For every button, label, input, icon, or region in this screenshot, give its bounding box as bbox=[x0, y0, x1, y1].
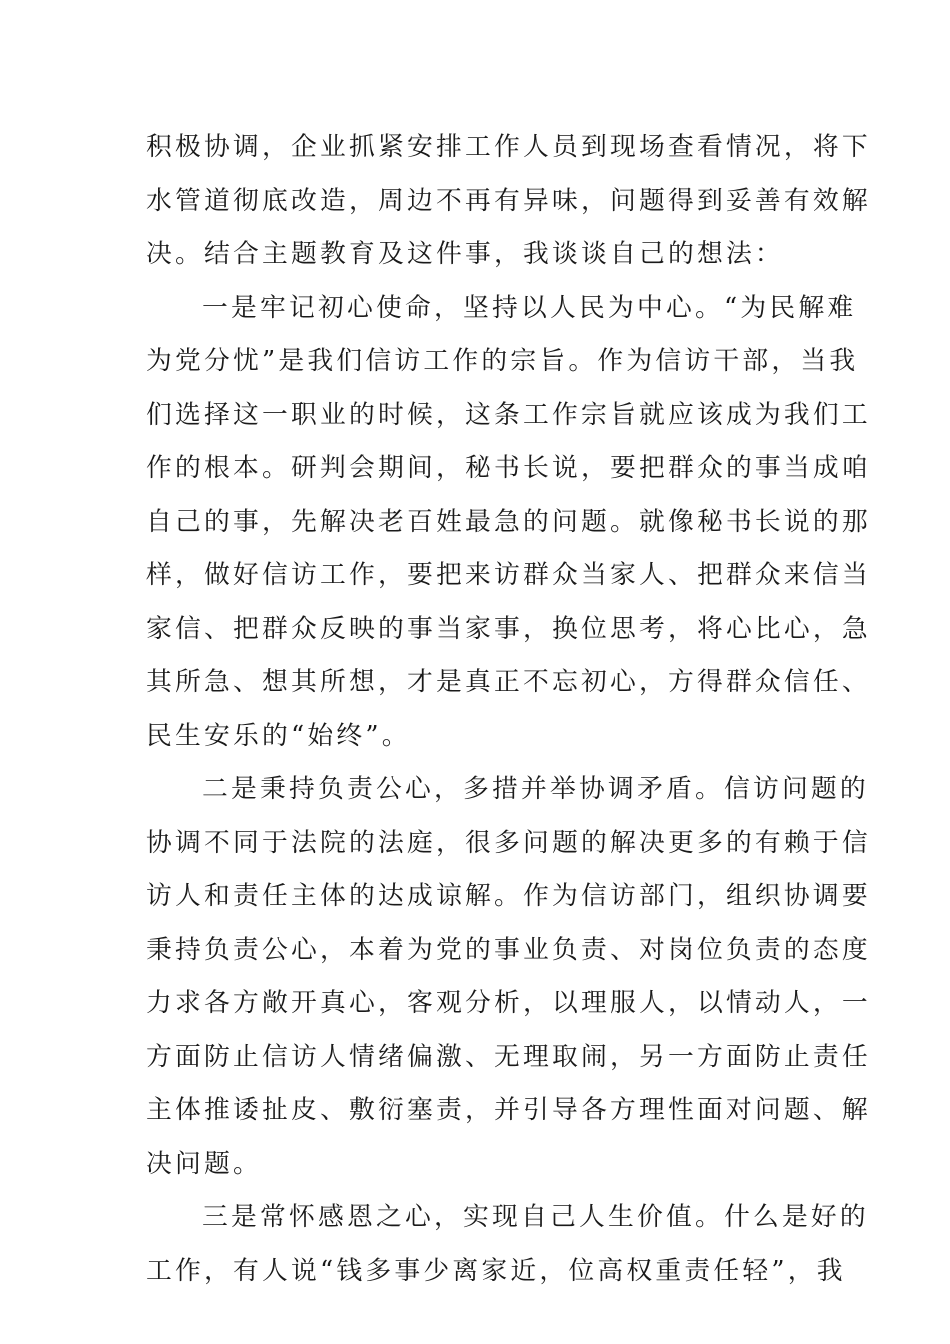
text-line: 们选择这一职业的时候，这条工作宗旨就应该成为我们工 bbox=[146, 399, 871, 430]
text-line: 自己的事，先解决老百姓最急的问题。就像秘书长说的那 bbox=[146, 506, 871, 537]
text-line: 决问题。 bbox=[146, 1148, 262, 1179]
paragraph-heading-line: 一是牢记初心使命，坚持以人民为中心。“为民解难 bbox=[202, 292, 857, 323]
text-line: 民生安乐的“始终”。 bbox=[146, 720, 411, 751]
text-line: 水管道彻底改造，周边不再有异味，问题得到妥善有效解 bbox=[146, 185, 871, 216]
body-text bbox=[146, 121, 871, 1298]
text-line: 样，做好信访工作，要把来访群众当家人、把群众来信当 bbox=[146, 560, 871, 590]
text-line: 作的根本。研判会期间，秘书长说，要把群众的事当成咱 bbox=[146, 453, 871, 483]
text-line: 力求各方敞开真心，客观分析，以理服人，以情动人，一 bbox=[146, 988, 871, 1018]
paragraph-heading-line: 三是常怀感恩之心，实现自己人生价值。什么是好的 bbox=[202, 1202, 869, 1232]
paragraph-heading-line: 二是秉持负责公心，多措并举协调矛盾。信访问题的 bbox=[202, 774, 869, 804]
text-line: 为党分忧”是我们信访工作的宗旨。作为信访干部，当我 bbox=[146, 346, 859, 376]
text-line: 家信、把群众反映的事当家事，换位思考，将心比心，急 bbox=[146, 613, 871, 644]
text-line: 工作，有人说“钱多事少离家近，位高权重责任轻”，我 bbox=[146, 1255, 846, 1286]
text-line: 秉持负责公心，本着为党的事业负责、对岗位负责的态度 bbox=[146, 934, 871, 965]
text-line: 决。结合主题教育及这件事，我谈谈自己的想法： bbox=[146, 239, 784, 269]
text-line: 方面防止信访人情绪偏激、无理取闹，另一方面防止责任 bbox=[146, 1041, 871, 1072]
text-line: 积极协调，企业抓紧安排工作人员到现场查看情况，将下 bbox=[146, 132, 871, 162]
text-line: 访人和责任主体的达成谅解。作为信访部门，组织协调要 bbox=[146, 881, 871, 911]
text-line: 主体推诿扯皮、敷衍塞责，并引导各方理性面对问题、解 bbox=[146, 1095, 871, 1125]
text-line: 其所急、想其所想，才是真正不忘初心，方得群众信任、 bbox=[146, 667, 871, 697]
text-line: 协调不同于法院的法庭，很多问题的解决更多的有赖于信 bbox=[146, 827, 871, 858]
